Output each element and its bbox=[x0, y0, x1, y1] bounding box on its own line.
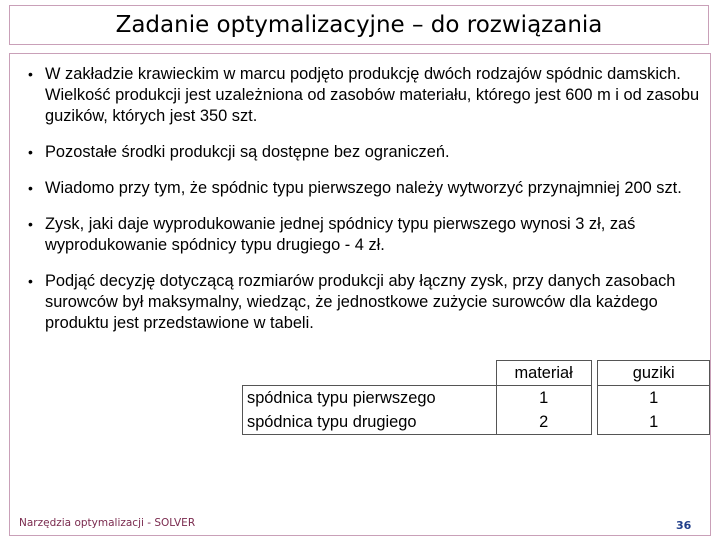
content-box bbox=[9, 53, 711, 536]
bullet-text: Podjąć decyzję dotyczącą rozmiarów produkcji aby łączny zysk, przy danych zasobach surowców był maksymalny, wiedząc, że jednostkowe zużycie surowców dla każdego produktu jest przedstawione w tabeli. bbox=[45, 272, 676, 332]
table-row bbox=[243, 386, 710, 411]
bullet-icon: • bbox=[28, 66, 33, 82]
page-number: 36 bbox=[676, 519, 692, 532]
usage-table bbox=[242, 360, 710, 435]
table-gap bbox=[591, 410, 598, 435]
table-row-label: spódnica typu drugiego bbox=[243, 410, 497, 435]
bullet-icon: • bbox=[28, 144, 33, 160]
title-box bbox=[9, 5, 709, 45]
table-gap bbox=[591, 361, 598, 386]
bullet-item bbox=[28, 271, 708, 334]
table-corner-cell bbox=[243, 361, 497, 386]
bullet-text: W zakładzie krawieckim w marcu podjęto produkcję dwóch rodzajów spódnic damskich. Wielkość produkcji jest uzależniona od zasobów materiału, którego jest 600 m i od zasobu guzików, których jest 350 szt. bbox=[45, 65, 700, 125]
bullet-text: Pozostałe środki produkcji są dostępne bez ograniczeń. bbox=[45, 143, 450, 161]
bullet-item bbox=[28, 214, 708, 256]
table-gap bbox=[591, 386, 598, 411]
table-row-label: spódnica typu pierwszego bbox=[243, 386, 497, 411]
bullet-text: Wiadomo przy tym, że spódnic typu pierwszego należy wytworzyć przynajmniej 200 szt. bbox=[45, 179, 682, 197]
bullet-icon: • bbox=[28, 216, 33, 232]
bullet-item bbox=[28, 178, 708, 199]
bullet-icon: • bbox=[28, 273, 33, 289]
bullet-icon: • bbox=[28, 180, 33, 196]
bullet-item bbox=[28, 64, 708, 127]
bullet-text: Zysk, jaki daje wyprodukowanie jednej spódnicy typu pierwszego wynosi 3 zł, zaś wyprodukowanie spódnicy typu drugiego - 4 zł. bbox=[45, 215, 636, 254]
table-header-row bbox=[243, 361, 710, 386]
table-row bbox=[243, 410, 710, 435]
table-cell-material: 2 bbox=[496, 410, 591, 435]
table-cell-guziki: 1 bbox=[598, 410, 710, 435]
slide-title: Zadanie optymalizacyjne – do rozwiązania bbox=[115, 12, 603, 38]
bullet-item bbox=[28, 142, 708, 163]
table-header-material: materiał bbox=[496, 361, 591, 386]
table-cell-guziki: 1 bbox=[598, 386, 710, 411]
bullet-list bbox=[28, 64, 708, 349]
table-cell-material: 1 bbox=[496, 386, 591, 411]
usage-table-wrapper bbox=[242, 360, 710, 435]
table-header-guziki: guziki bbox=[598, 361, 710, 386]
footer-course-title: Narzędzia optymalizacji - SOLVER bbox=[19, 517, 196, 529]
